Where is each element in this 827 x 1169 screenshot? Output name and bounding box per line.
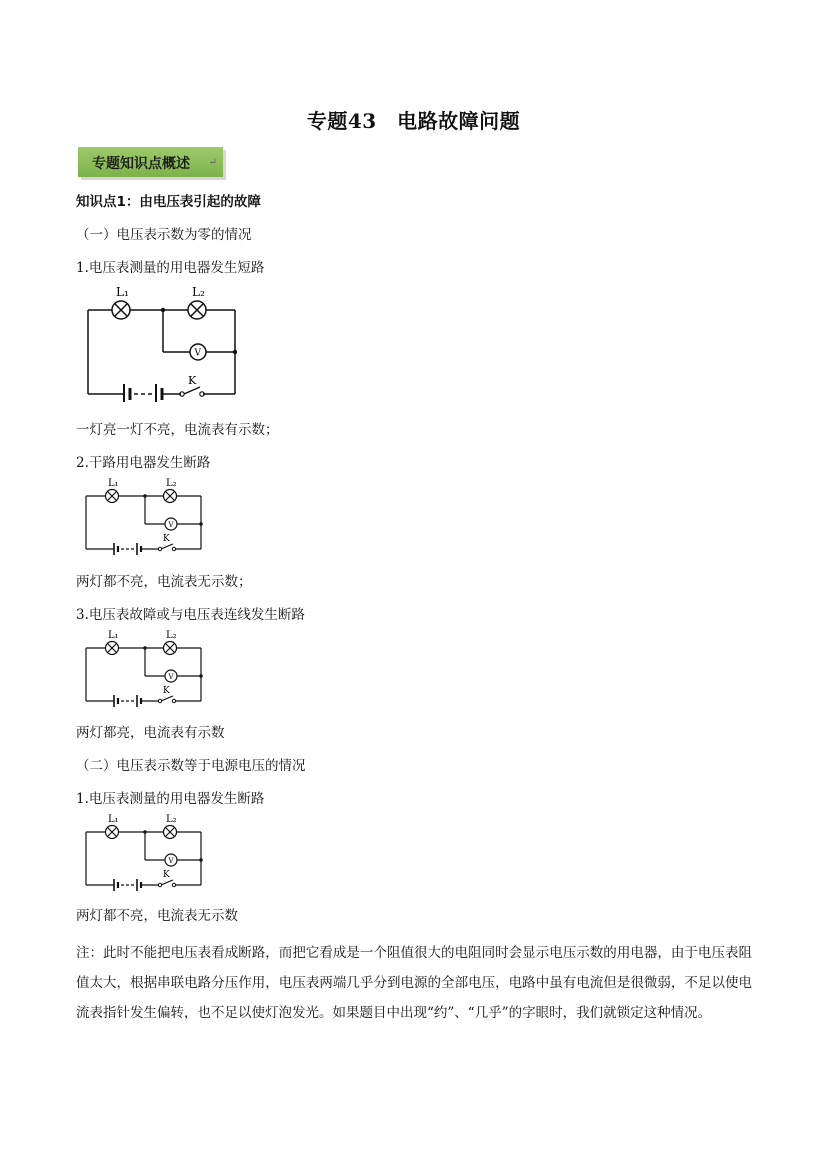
lamp-l2-icon (164, 826, 177, 839)
voltmeter-label: V (168, 521, 174, 529)
circuit-diagram-2 (80, 477, 210, 557)
lamp-l1-label: L₁ (108, 478, 119, 489)
switch-label: K (163, 870, 170, 880)
voltmeter-label: V (194, 348, 201, 359)
lamp-l1-icon (106, 490, 119, 503)
voltmeter-label: V (168, 673, 174, 681)
lamp-l2-label: L₂ (166, 814, 177, 825)
case-title-2: 2.干路用电器发生断路 (76, 455, 211, 471)
case-result-1: 一灯亮一灯不亮，电流表有示数； (76, 422, 279, 438)
lamp-l2-label: L₂ (166, 630, 177, 641)
lamp-l1-label: L₁ (108, 814, 119, 825)
circuit-diagram-4 (80, 813, 210, 893)
subsection-heading-2: （二）电压表示数等于电源电压的情况 (76, 758, 306, 774)
banner-label: 专题知识点概述 (92, 156, 190, 172)
paragraph-mark: ↵ (208, 157, 217, 168)
switch-label: K (163, 534, 170, 544)
lamp-l1-label: L₁ (108, 630, 119, 641)
switch-label: K (163, 686, 170, 696)
case-title-3: 3.电压表故障或与电压表连线发生断路 (76, 607, 305, 623)
lamp-l1-icon (112, 301, 130, 319)
lamp-l2-icon (164, 642, 177, 655)
case-result-3: 两灯都亮，电流表有示数 (76, 725, 225, 741)
knowledge-point-heading: 知识点1：由电压表引起的故障 (76, 194, 261, 210)
lamp-l2-icon (164, 490, 177, 503)
circuit-diagram-1 (80, 282, 250, 402)
switch-label: K (188, 374, 197, 387)
case-result-4: 两灯都不亮，电流表无示数 (76, 908, 238, 924)
voltmeter-label: V (168, 857, 174, 865)
note-paragraph: 注：此时不能把电压表看成断路，而把它看成是一个阻值很大的电阻同时会显示电压示数的用电器，由于电压表阻值太大，根据串联电路分压作用，电压表两端几乎分到电源的全部电压，电路中虽有电流但是很微弱，不足以使电流表指针发生偏转，也不足以使灯泡发光。如果题目中出现“约”、“几乎”的字眼时，我们就锁定这种情况。 (76, 945, 752, 1021)
case-result-2: 两灯都不亮，电流表无示数； (76, 574, 252, 590)
circuit-diagram-3 (80, 629, 210, 709)
lamp-l2-label: L₂ (166, 478, 177, 489)
case-title-4: 1.电压表测量的用电器发生断路 (76, 791, 265, 807)
page-title: 专题43 电路故障问题 (306, 109, 521, 133)
lamp-l2-label: L₂ (192, 285, 205, 299)
subsection-heading-1: （一）电压表示数为零的情况 (76, 227, 252, 243)
lamp-l1-icon (106, 642, 119, 655)
lamp-l1-icon (106, 826, 119, 839)
lamp-l1-label: L₁ (116, 285, 129, 299)
case-title-1: 1.电压表测量的用电器发生短路 (76, 260, 265, 276)
section-banner (78, 147, 223, 177)
lamp-l2-icon (188, 301, 206, 319)
